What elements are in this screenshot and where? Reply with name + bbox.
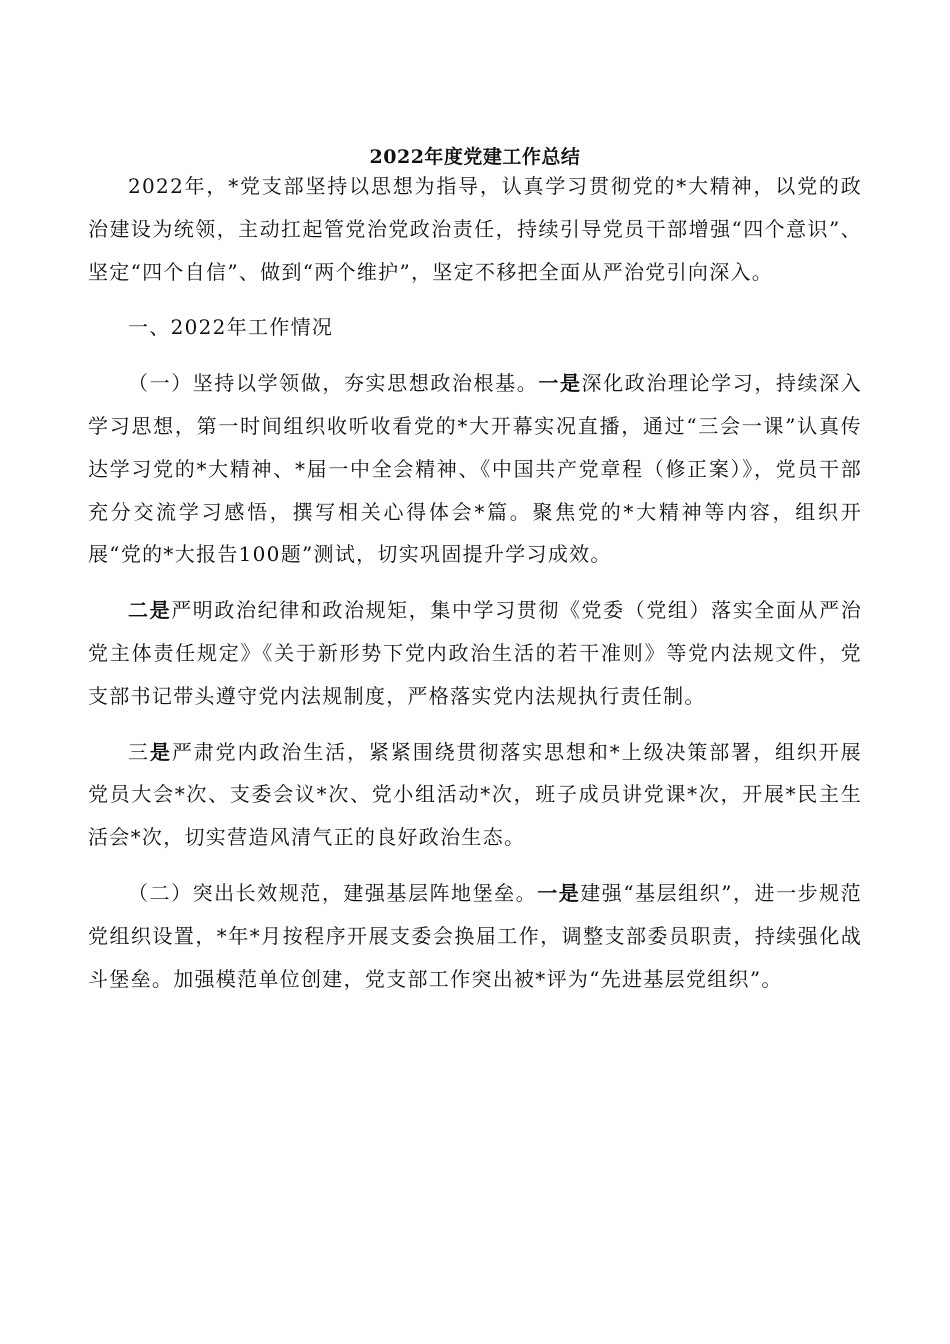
paragraph-3-text: 严肃党内政治生活，紧紧围绕贯彻落实思想和*上级决策部署，组织开展党员大会*次、支委会议*次、党小组活动*次，班子成员讲党课*次，开展*民主生活会*次，切实营造风清气正的良好政治生态。 xyxy=(88,739,862,850)
paragraph-intro xyxy=(88,165,862,293)
paragraph-4-lead: 一是 xyxy=(537,880,581,905)
paragraph-intro-text: 2022年，*党支部坚持以思想为指导，认真学习贯彻党的*大精神，以党的政治建设为统领，主动扛起管党治党政治责任，持续引导党员干部增强“四个意识”、坚定“四个自信”、做到“两个维护”，坚定不移把全面从严治党引向深入。 xyxy=(88,174,862,284)
paragraph-1-lead: 一是 xyxy=(538,371,582,396)
section-heading-text: 一、2022年工作情况 xyxy=(128,315,334,340)
paragraph-3-number: 三 xyxy=(128,739,150,764)
paragraph-1-text: 深化政治理论学习，持续深入学习思想，第一时间组织收听收看党的*大开幕实况直播，通过“三会一课”认真传达学习党的*大精神、*届一中全会精神、《中国共产党章程（修正案）》，党员干部充分交流学习感悟，撰写相关心得体会*篇。聚焦党的*大精神等内容，组织开展“党的*大报告100题”测试，切实巩固提升学习成效。 xyxy=(88,371,863,567)
paragraph-1 xyxy=(88,362,862,576)
document-body xyxy=(88,165,862,1000)
paragraph-1-subheading: （一）坚持以学领做，夯实思想政治根基。 xyxy=(128,371,539,396)
paragraph-3-lead: 是 xyxy=(149,739,172,764)
section-heading xyxy=(88,306,862,349)
paragraph-2-text: 严明政治纪律和政治规矩，集中学习贯彻《党委（党组）落实全面从严治党主体责任规定》《关于新形势下党内政治生活的若干准则》等党内法规文件，党支部书记带头遵守党内法规制度，严格落实党内法规执行责任制。 xyxy=(88,598,862,708)
document-title: 2022年度党建工作总结 xyxy=(369,146,581,168)
paragraph-2 xyxy=(88,589,862,717)
paragraph-3 xyxy=(88,731,862,859)
paragraph-4 xyxy=(88,872,862,1000)
paragraph-2-lead: 二是 xyxy=(128,598,172,623)
paragraph-4-text: 建强“基层组织”，进一步规范党组织设置，*年*月按程序开展支委会换届工作，调整支部委员职责，持续强化战斗堡垒。加强模范单位创建，党支部工作突出被*评为“先进基层党组织”。 xyxy=(88,880,862,991)
paragraph-4-subheading: （二）突出长效规范，建强基层阵地堡垒。 xyxy=(128,880,538,905)
